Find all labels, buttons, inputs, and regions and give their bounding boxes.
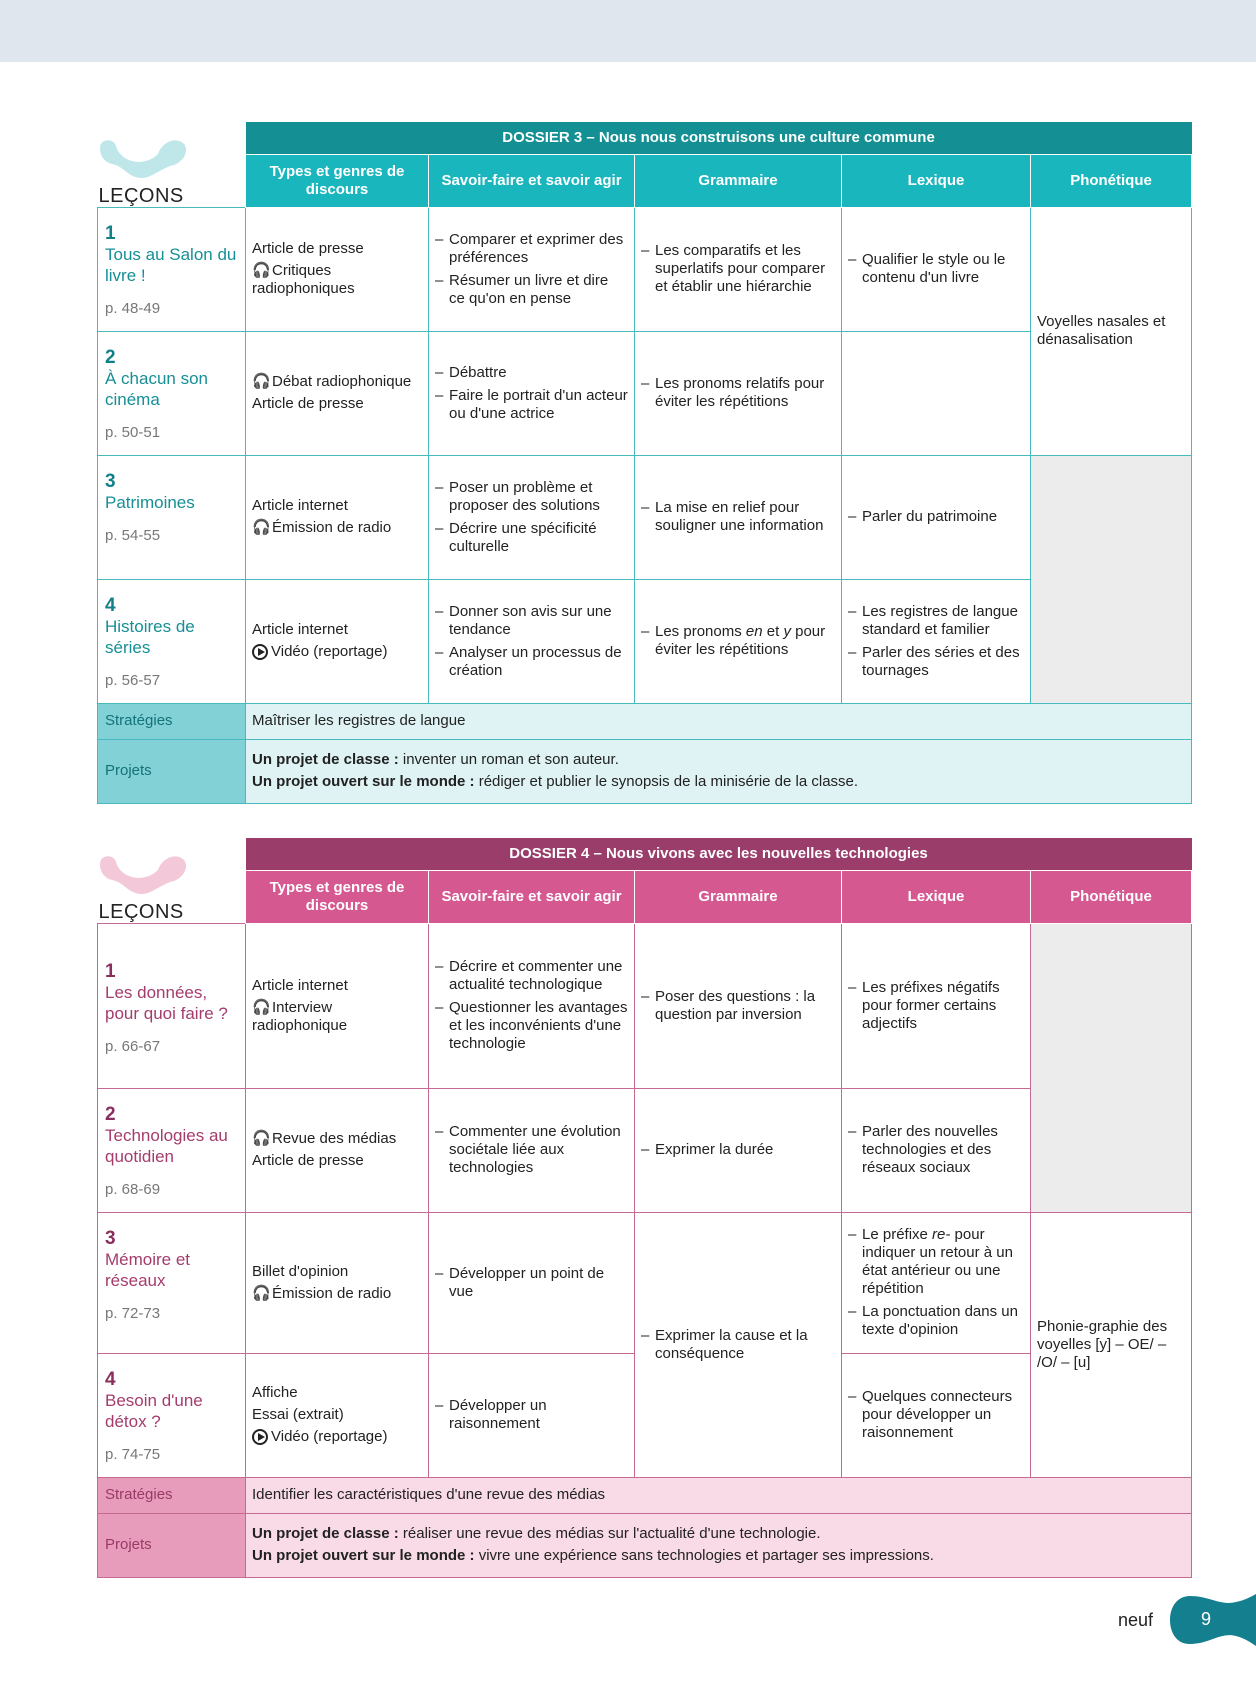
savoir-item: – Analyser un processus de création: [435, 644, 628, 680]
grammaire-item: – Poser des questions : la question par inversion: [641, 988, 835, 1024]
savoir-item: – Commenter une évolution sociétale liée aux technologies: [435, 1123, 628, 1177]
savoir-item: – Décrire et commenter une actualité technologique: [435, 958, 628, 994]
projets-text: [246, 739, 1192, 803]
headphones-icon: 🎧: [252, 998, 271, 1016]
lesson-page: p. 72-73: [105, 1304, 161, 1322]
lesson-number: 1: [105, 222, 116, 244]
savoir-cell: [429, 1212, 635, 1353]
lesson-row: [98, 923, 1192, 1088]
phonetique-cell: [1031, 1212, 1192, 1477]
lexique-cell: [842, 1212, 1031, 1353]
lesson-page: p. 74-75: [105, 1445, 161, 1463]
grammaire-item: – La mise en relief pour souligner une information: [641, 499, 835, 535]
grammaire-item: – Les pronoms relatifs pour éviter les répétitions: [641, 375, 835, 411]
lexique-italic: re-: [932, 1226, 951, 1243]
types-cell: [246, 579, 429, 703]
header-phonetique: Phonétique: [1031, 870, 1192, 923]
lexique-item: – Parler des nouvelles technologies et des réseaux sociaux: [848, 1123, 1024, 1177]
type-item: Critiques radiophoniques: [252, 262, 355, 297]
types-cell: [246, 923, 429, 1088]
lesson-page: p. 54-55: [105, 526, 161, 544]
headphones-icon: 🎧: [252, 262, 271, 279]
strategies-text: Maîtriser les registres de langue: [246, 703, 1192, 739]
projet-classe-text: inventer un roman et son auteur.: [398, 751, 619, 768]
dossier-3-title: DOSSIER 3 – Nous nous construisons une culture commune: [246, 122, 1192, 154]
lexique-item: – La ponctuation dans un texte d'opinion: [848, 1303, 1024, 1339]
savoir-cell: [429, 207, 635, 331]
lesson-number: 4: [105, 1368, 116, 1390]
savoir-cell: [429, 1353, 635, 1477]
phonetique-text: Phonie-graphie des voyelles [y] – OE/ – /O/ – [u]: [1037, 1317, 1168, 1371]
projets-text: [246, 1513, 1192, 1577]
lesson-number: 3: [105, 470, 116, 492]
type-item: Article internet: [252, 976, 348, 994]
projet-monde-text: rédiger et publier le synopsis de la minisérie de la classe.: [474, 773, 859, 790]
lesson-row: [98, 579, 1192, 703]
lexique-cell: [842, 1088, 1031, 1212]
lecons-header: [98, 122, 246, 207]
grammaire-cell: [635, 207, 842, 331]
savoir-item: – Comparer et exprimer des préférences: [435, 231, 628, 267]
dossier-4-table: [97, 838, 1192, 1578]
type-item: Vidéo (reportage): [271, 643, 388, 660]
savoir-cell: [429, 331, 635, 455]
grammaire-cell: [635, 923, 842, 1088]
lesson-page: p. 68-69: [105, 1180, 161, 1198]
headphones-icon: 🎧: [252, 1130, 271, 1147]
grammaire-text: et: [762, 623, 784, 640]
type-item: Débat radiophonique: [272, 373, 412, 390]
header-types: Types et genres de discours: [246, 154, 429, 207]
lesson-number: 2: [105, 346, 116, 368]
lexique-item: – Parler du patrimoine: [848, 508, 1024, 526]
savoir-item: – Résumer un livre et dire ce qu'on en pense: [435, 272, 628, 308]
lexique-item: – Les préfixes négatifs pour former certains adjectifs: [848, 979, 1024, 1033]
lexique-cell: [842, 1353, 1031, 1477]
lesson-title: À chacun son cinéma: [105, 368, 209, 409]
dossier-4-title: DOSSIER 4 – Nous vivons avec les nouvelles technologies: [246, 838, 1192, 870]
header-lexique: Lexique: [842, 154, 1031, 207]
lecons-label: LEÇONS: [98, 900, 184, 923]
type-item: Émission de radio: [272, 519, 392, 536]
lesson-row: [98, 455, 1192, 579]
dossier-4: [97, 838, 1191, 1578]
lesson-number: 3: [105, 1227, 116, 1249]
lesson-title: Patrimoines: [105, 492, 195, 512]
grammaire-cell: [635, 579, 842, 703]
type-item: Vidéo (reportage): [271, 1428, 388, 1445]
lesson-cell: [98, 923, 246, 1088]
strategies-label: Stratégies: [98, 703, 246, 739]
strategies-text: Identifier les caractéristiques d'une revue des médias: [246, 1477, 1192, 1513]
headphones-icon: 🎧: [252, 1284, 271, 1302]
grammaire-item: – Les comparatifs et les superlatifs pour comparer et établir une hiérarchie: [641, 242, 835, 296]
savoir-item: – Faire le portrait d'un acteur ou d'une actrice: [435, 387, 628, 423]
type-item: Article de presse: [252, 240, 364, 257]
header-lexique: Lexique: [842, 870, 1031, 923]
projets-row: [98, 739, 1192, 803]
play-circle-icon: [252, 644, 268, 660]
lesson-cell: [98, 331, 246, 455]
savoir-item: – Poser un problème et proposer des solutions: [435, 479, 628, 515]
lexique-text: pour indiquer un retour à un état antérieur ou une répétition: [862, 1226, 1013, 1297]
grammaire-item: [641, 623, 835, 659]
phonetique-cell-empty: [1031, 455, 1192, 703]
type-item: Article de presse: [252, 1152, 364, 1169]
projet-classe-text: réaliser une revue des médias sur l'actualité d'une technologie.: [398, 1525, 821, 1542]
projet-monde-text: vivre une expérience sans technologies et partager ses impressions.: [474, 1547, 934, 1564]
page-footer: [1110, 1592, 1256, 1648]
grammaire-item: – Exprimer la cause et la conséquence: [641, 1327, 835, 1363]
lesson-page: p. 66-67: [105, 1037, 161, 1055]
strategies-row: [98, 1477, 1192, 1513]
strategies-row: [98, 703, 1192, 739]
play-circle-icon: [252, 1429, 268, 1445]
type-item: Billet d'opinion: [252, 1262, 349, 1280]
type-item: Affiche: [252, 1384, 298, 1401]
lexique-cell: [842, 207, 1031, 331]
header-grammaire: Grammaire: [635, 154, 842, 207]
headphones-icon: 🎧: [252, 519, 271, 536]
lesson-row: [98, 1212, 1192, 1353]
dossier-3-table: [97, 122, 1192, 804]
savoir-item: – Développer un point de vue: [435, 1265, 628, 1301]
type-item: Revue des médias: [272, 1130, 397, 1147]
phonetique-cell-empty: [1031, 923, 1192, 1212]
savoir-item: – Débattre: [435, 364, 628, 382]
lesson-title: Histoires de séries: [105, 616, 195, 657]
lecons-label: LEÇONS: [98, 184, 184, 207]
lexique-item: – Parler des séries et des tournages: [848, 644, 1024, 680]
projet-monde-label: Un projet ouvert sur le monde :: [252, 773, 475, 790]
lesson-cell: [98, 579, 246, 703]
types-cell: [246, 455, 429, 579]
types-cell: [246, 207, 429, 331]
types-cell: [246, 1353, 429, 1477]
lecons-header: [98, 838, 246, 923]
savoir-item: – Questionner les avantages et les inconvénients d'une technologie: [435, 999, 628, 1053]
lexique-cell: [842, 579, 1031, 703]
lesson-title: Technologies au quotidien: [105, 1125, 228, 1166]
lexique-text: Le préfixe: [862, 1226, 933, 1243]
header-savoir: Savoir-faire et savoir agir: [429, 870, 635, 923]
lexique-cell: [842, 923, 1031, 1088]
lesson-row: [98, 1088, 1192, 1212]
type-item: Émission de radio: [272, 1284, 392, 1302]
lesson-page: p. 56-57: [105, 671, 161, 689]
grammaire-cell: [635, 1088, 842, 1212]
lexique-cell-empty: [842, 331, 1031, 455]
top-band: [0, 0, 1256, 62]
lexique-item: – Quelques connecteurs pour développer un raisonnement: [848, 1388, 1024, 1442]
lesson-number: 1: [105, 960, 116, 982]
lesson-cell: [98, 207, 246, 331]
lesson-page: p. 48-49: [105, 299, 161, 317]
lesson-cell: [98, 1088, 246, 1212]
type-item: Article internet: [252, 621, 348, 638]
lexique-cell: [842, 455, 1031, 579]
type-item: Article de presse: [252, 395, 364, 412]
lesson-title: Mémoire et réseaux: [105, 1249, 191, 1290]
savoir-cell: [429, 579, 635, 703]
savoir-item: – Développer un raisonnement: [435, 1397, 628, 1433]
projets-label: Projets: [98, 739, 246, 803]
lexique-item: – Qualifier le style ou le contenu d'un livre: [848, 251, 1024, 287]
lesson-row: [98, 331, 1192, 455]
types-cell: [246, 331, 429, 455]
headphones-icon: 🎧: [252, 373, 271, 390]
lecons-decoration-icon: [98, 136, 188, 178]
grammaire-text: pour éviter les répétitions: [655, 623, 826, 658]
grammaire-italic: en: [745, 623, 763, 640]
type-item: Interview radiophonique: [252, 998, 348, 1034]
types-cell: [246, 1212, 429, 1353]
header-phonetique: Phonétique: [1031, 154, 1192, 207]
grammaire-italic: y: [783, 623, 791, 640]
grammaire-item: – Exprimer la durée: [641, 1141, 835, 1159]
grammaire-cell: [635, 1212, 842, 1477]
strategies-label: Stratégies: [98, 1477, 246, 1513]
lesson-page: p. 50-51: [105, 423, 161, 441]
lesson-number: 4: [105, 594, 116, 616]
header-types: Types et genres de discours: [246, 870, 429, 923]
page-word: neuf: [1118, 1610, 1154, 1630]
dossier-3: [97, 122, 1191, 804]
grammaire-cell: [635, 331, 842, 455]
projet-monde-label: Un projet ouvert sur le monde :: [252, 1547, 475, 1564]
projet-classe-label: Un projet de classe :: [252, 751, 399, 768]
lesson-number: 2: [105, 1103, 116, 1125]
savoir-cell: [429, 455, 635, 579]
lecons-decoration-icon: [98, 852, 188, 894]
savoir-cell: [429, 1088, 635, 1212]
projet-classe-label: Un projet de classe :: [252, 1525, 399, 1542]
savoir-cell: [429, 923, 635, 1088]
lesson-row: [98, 207, 1192, 331]
projets-row: [98, 1513, 1192, 1577]
lexique-item: [848, 1226, 1024, 1298]
lesson-title: Les données, pour quoi faire ?: [105, 982, 228, 1023]
savoir-item: – Donner son avis sur une tendance: [435, 603, 628, 639]
lesson-title: Tous au Salon du livre !: [105, 244, 237, 285]
header-grammaire: Grammaire: [635, 870, 842, 923]
grammaire-text: Les pronoms: [655, 623, 746, 640]
lexique-item: – Les registres de langue standard et familier: [848, 603, 1024, 639]
type-item: Essai (extrait): [252, 1406, 344, 1423]
projets-label: Projets: [98, 1513, 246, 1577]
header-savoir: Savoir-faire et savoir agir: [429, 154, 635, 207]
grammaire-cell: [635, 455, 842, 579]
phonetique-text: Voyelles nasales et dénasalisation: [1037, 313, 1166, 348]
lesson-cell: [98, 1353, 246, 1477]
lesson-title: Besoin d'une détox ?: [105, 1390, 203, 1431]
savoir-item: – Décrire une spécificité culturelle: [435, 520, 628, 556]
phonetique-cell: [1031, 207, 1192, 455]
lesson-cell: [98, 455, 246, 579]
page-number: 9: [1186, 1599, 1226, 1639]
types-cell: [246, 1088, 429, 1212]
lesson-cell: [98, 1212, 246, 1353]
type-item: Article internet: [252, 497, 348, 514]
